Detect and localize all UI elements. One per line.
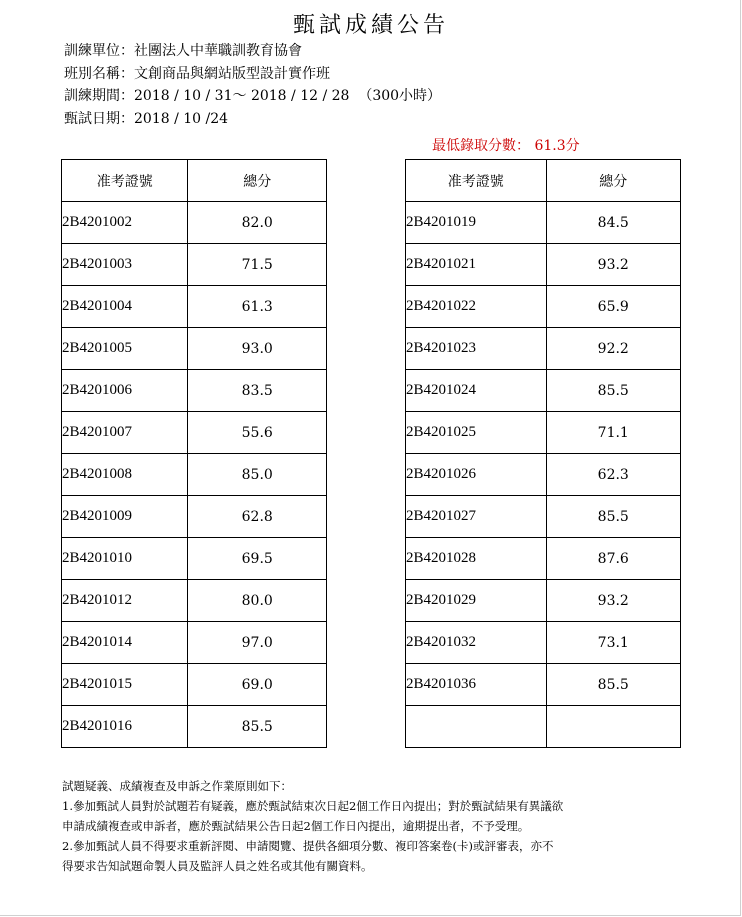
exam-id: 2B4201026 — [406, 454, 547, 496]
total-score: 85.5 — [546, 664, 681, 706]
table-row — [406, 538, 681, 580]
score-table-right — [405, 159, 681, 748]
note-line: 1.參加甄試人員對於試題若有疑義，應於甄試結束次日起2個工作日內提出；對於甄試結果有異議欲 — [62, 799, 564, 813]
total-score: 80.0 — [188, 580, 327, 622]
exam-id: 2B4201008 — [62, 454, 188, 496]
exam-id: 2B4201027 — [406, 496, 547, 538]
total-score: 62.3 — [546, 454, 681, 496]
total-score: 97.0 — [188, 622, 327, 664]
table-row — [406, 664, 681, 706]
total-score: 93.2 — [546, 244, 681, 286]
table-row — [62, 664, 327, 706]
total-score: 93.0 — [188, 328, 327, 370]
table-row — [62, 706, 327, 748]
total-score: 71.1 — [546, 412, 681, 454]
total-score: 69.0 — [188, 664, 327, 706]
exam-id: 2B4201009 — [62, 496, 188, 538]
table-row — [406, 496, 681, 538]
exam-id: 2B4201014 — [62, 622, 188, 664]
total-score: 61.3 — [188, 286, 327, 328]
header-exam-id: 准考證號 — [406, 160, 547, 202]
header-exam-id: 准考證號 — [62, 160, 188, 202]
total-score: 82.0 — [188, 202, 327, 244]
exam-id: 2B4201021 — [406, 244, 547, 286]
exam-id: 2B4201019 — [406, 202, 547, 244]
table-row — [406, 286, 681, 328]
total-score: 92.2 — [546, 328, 681, 370]
table-row — [406, 580, 681, 622]
exam-id: 2B4201004 — [62, 286, 188, 328]
total-score: 71.5 — [188, 244, 327, 286]
table-header-row — [62, 160, 327, 202]
total-score: 87.6 — [546, 538, 681, 580]
total-score: 85.5 — [546, 496, 681, 538]
exam-id: 2B4201002 — [62, 202, 188, 244]
page-title: 甄試成績公告 — [292, 13, 449, 38]
table-row — [62, 580, 327, 622]
table-row — [406, 202, 681, 244]
table-row — [62, 412, 327, 454]
total-score: 83.5 — [188, 370, 327, 412]
info-class-name: 班別名稱：文創商品與網站版型設計實作班 — [64, 65, 330, 82]
exam-id: 2B4201029 — [406, 580, 547, 622]
exam-id — [406, 706, 547, 748]
table-row — [62, 244, 327, 286]
notes-heading: 試題疑義、成績複查及申訴之作業原則如下： — [62, 779, 292, 793]
table-row — [406, 370, 681, 412]
exam-id: 2B4201036 — [406, 664, 547, 706]
table-row — [406, 454, 681, 496]
exam-id: 2B4201023 — [406, 328, 547, 370]
exam-id: 2B4201005 — [62, 328, 188, 370]
total-score: 84.5 — [546, 202, 681, 244]
total-score — [546, 706, 681, 748]
total-score: 62.8 — [188, 496, 327, 538]
min-score-label: 最低錄取分數： 61.3分 — [432, 138, 580, 154]
exam-id: 2B4201015 — [62, 664, 188, 706]
header-total-score: 總分 — [188, 160, 327, 202]
exam-id: 2B4201025 — [406, 412, 547, 454]
total-score: 85.0 — [188, 454, 327, 496]
exam-id: 2B4201028 — [406, 538, 547, 580]
total-score: 93.2 — [546, 580, 681, 622]
header-total-score: 總分 — [546, 160, 681, 202]
table-row — [62, 538, 327, 580]
table-header-row — [406, 160, 681, 202]
exam-id: 2B4201032 — [406, 622, 547, 664]
table-row — [62, 622, 327, 664]
table-row — [62, 286, 327, 328]
table-row — [62, 202, 327, 244]
exam-id: 2B4201012 — [62, 580, 188, 622]
info-exam-date: 甄試日期：2018 / 10 /24 — [64, 110, 229, 127]
note-line: 2.參加甄試人員不得要求重新評閱、申請閱覽、提供各細項分數、複印答案卷(卡)或評審表，亦不 — [62, 839, 554, 853]
table-row — [406, 328, 681, 370]
note-line: 得要求告知試題命製人員及監評人員之姓名或其他有關資料。 — [62, 859, 373, 873]
table-row — [62, 370, 327, 412]
exam-id: 2B4201003 — [62, 244, 188, 286]
total-score: 85.5 — [546, 370, 681, 412]
exam-id: 2B4201007 — [62, 412, 188, 454]
info-training-period: 訓練期間：2018 / 10 / 31～ 2018 / 12 / 28 （300小時） — [64, 88, 442, 104]
table-row — [406, 412, 681, 454]
total-score: 65.9 — [546, 286, 681, 328]
total-score: 73.1 — [546, 622, 681, 664]
info-unit: 訓練單位：社團法人中華職訓教育協會 — [64, 43, 302, 59]
table-row — [62, 496, 327, 538]
table-row — [62, 328, 327, 370]
table-row — [406, 706, 681, 748]
info-block — [64, 40, 441, 130]
notes-block — [62, 776, 692, 876]
score-table-left — [61, 159, 327, 748]
exam-id: 2B4201010 — [62, 538, 188, 580]
table-row — [62, 454, 327, 496]
table-row — [406, 244, 681, 286]
exam-id: 2B4201016 — [62, 706, 188, 748]
total-score: 69.5 — [188, 538, 327, 580]
note-line: 申請成績複查或申訴者，應於甄試結果公告日起2個工作日內提出，逾期提出者，不予受理。 — [62, 819, 530, 833]
total-score: 55.6 — [188, 412, 327, 454]
table-row — [406, 622, 681, 664]
exam-id: 2B4201024 — [406, 370, 547, 412]
total-score: 85.5 — [188, 706, 327, 748]
exam-id: 2B4201006 — [62, 370, 188, 412]
exam-id: 2B4201022 — [406, 286, 547, 328]
